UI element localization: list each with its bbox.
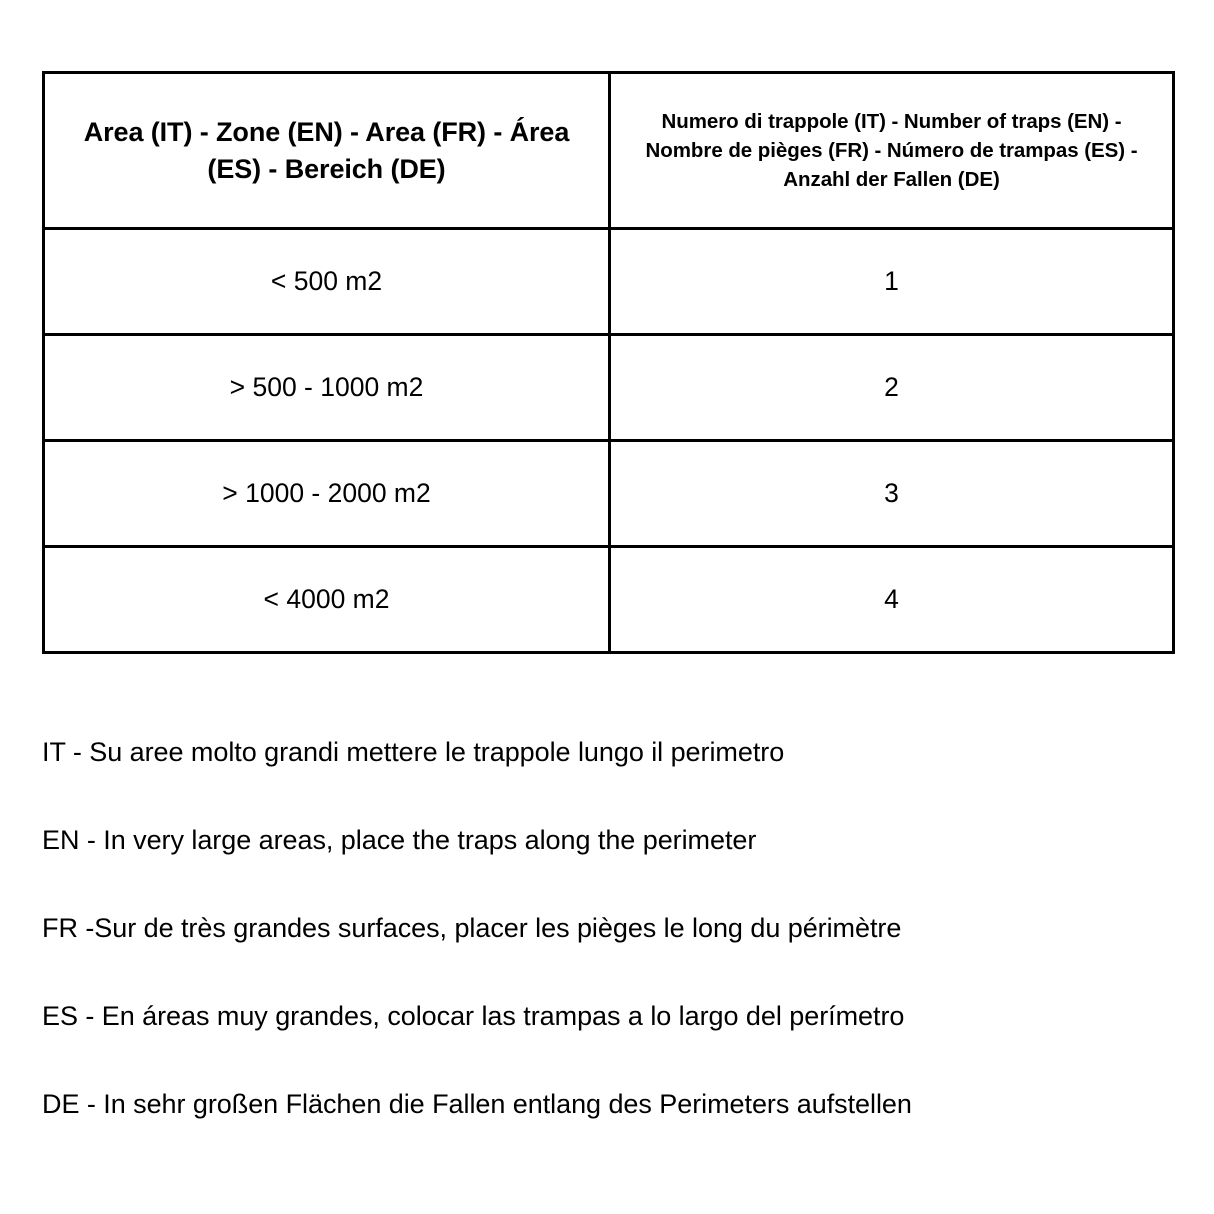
table-row xyxy=(44,441,1174,547)
cell-trap-count: 3 xyxy=(610,441,1174,547)
column-header-area: Area (IT) - Zone (EN) - Area (FR) - Área (ES) - Bereich (DE) xyxy=(44,73,610,229)
table-row xyxy=(44,229,1174,335)
table-row xyxy=(44,335,1174,441)
note-line-de: DE - In sehr großen Flächen die Fallen entlang des Perimeters aufstellen xyxy=(42,1088,912,1119)
table-header-row xyxy=(44,73,1174,229)
cell-area: > 1000 - 2000 m2 xyxy=(44,441,610,547)
column-header-number-of-traps: Numero di trappole (IT) - Number of traps (EN) - Nombre de pièges (FR) - Número de trampas (ES) - Anzahl der Fallen (DE) xyxy=(610,73,1174,229)
multilingual-notes xyxy=(42,708,1182,1148)
note-line-fr: FR -Sur de très grandes surfaces, placer les pièges le long du périmètre xyxy=(42,912,902,943)
note-line-it: IT - Su aree molto grandi mettere le trappole lungo il perimetro xyxy=(42,736,785,767)
cell-area: > 500 - 1000 m2 xyxy=(44,335,610,441)
cell-area: < 4000 m2 xyxy=(44,547,610,653)
table-row xyxy=(44,547,1174,653)
cell-trap-count: 4 xyxy=(610,547,1174,653)
cell-trap-count: 1 xyxy=(610,229,1174,335)
note-line-es: ES - En áreas muy grandes, colocar las trampas a lo largo del perímetro xyxy=(42,1000,905,1031)
cell-area: < 500 m2 xyxy=(44,229,610,335)
note-line-en: EN - In very large areas, place the traps along the perimeter xyxy=(42,824,757,855)
traps-table-container xyxy=(42,71,1172,652)
cell-trap-count: 2 xyxy=(610,335,1174,441)
traps-per-area-table xyxy=(42,71,1175,654)
